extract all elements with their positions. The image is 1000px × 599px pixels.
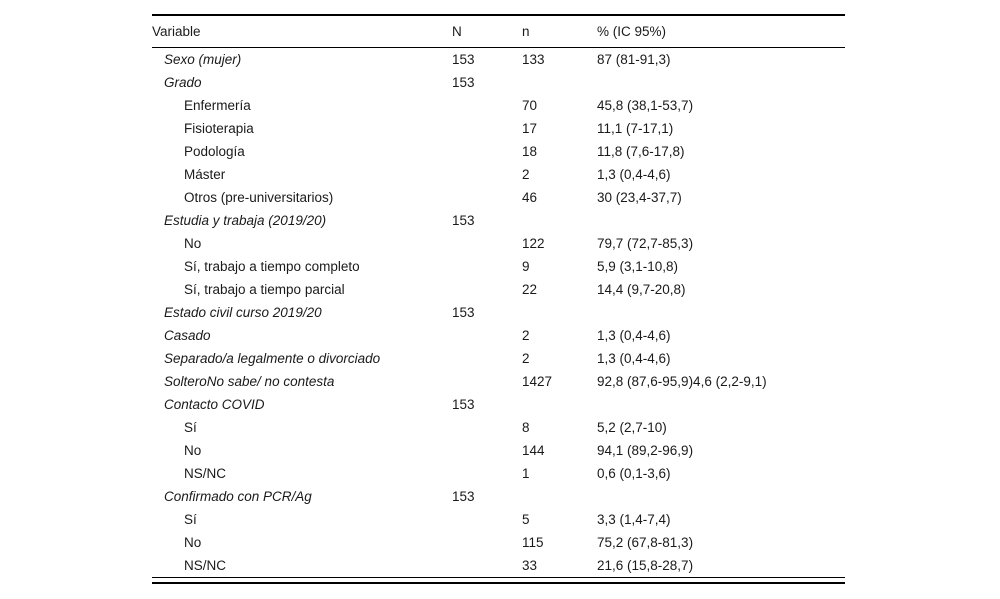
cell-variable: Otros (pre-universitarios) (184, 190, 334, 205)
cell-n (522, 393, 597, 416)
cell-variable: Contacto COVID (164, 397, 265, 412)
cell-variable: Grado (164, 75, 202, 90)
statistics-table-container (152, 14, 845, 584)
cell-variable: Sí (184, 420, 197, 435)
cell-n: 33 (522, 554, 597, 578)
cell-N (452, 416, 522, 439)
table-row (152, 324, 845, 347)
cell-variable: Sí (184, 512, 197, 527)
cell-pct: 92,8 (87,6-95,9)4,6 (2,2-9,1) (597, 374, 767, 389)
table-row (152, 531, 845, 554)
cell-n: 1427 (522, 374, 553, 389)
cell-variable: NS/NC (152, 554, 452, 578)
cell-variable: Casado (164, 328, 211, 343)
cell-pct: 1,3 (0,4-4,6) (597, 167, 671, 182)
table-row (152, 48, 845, 72)
cell-pct: 75,2 (67,8-81,3) (597, 535, 694, 550)
cell-N (452, 508, 522, 531)
cell-pct: 87 (81-91,3) (597, 52, 671, 67)
table-row (152, 370, 845, 393)
table-body (152, 48, 845, 578)
cell-pct: 1,3 (0,4-4,6) (597, 351, 671, 366)
table-row (152, 71, 845, 94)
cell-n: 122 (522, 236, 545, 251)
table-row (152, 393, 845, 416)
cell-variable: Enfermería (184, 98, 251, 113)
cell-n: 2 (522, 167, 530, 182)
table-row (152, 554, 845, 578)
table-row (152, 508, 845, 531)
cell-pct (597, 209, 845, 232)
cell-variable: Estudia y trabaja (2019/20) (164, 213, 327, 228)
cell-variable: NS/NC (184, 466, 227, 481)
cell-pct: 3,3 (1,4-7,4) (597, 512, 671, 527)
table-row (152, 140, 845, 163)
cell-pct (597, 301, 845, 324)
cell-variable: Sí, trabajo a tiempo completo (184, 259, 360, 274)
cell-N: 153 (452, 397, 475, 412)
cell-n: 17 (522, 121, 538, 136)
cell-N (452, 531, 522, 554)
cell-N (452, 140, 522, 163)
cell-N (452, 232, 522, 255)
cell-n: 5 (522, 512, 530, 527)
cell-variable: Podología (184, 144, 245, 159)
cell-variable: Estado civil curso 2019/20 (164, 305, 322, 320)
cell-n: 22 (522, 282, 538, 297)
cell-N (452, 462, 522, 485)
table-row (152, 301, 845, 324)
cell-variable: Sí, trabajo a tiempo parcial (184, 282, 345, 297)
cell-pct: 5,9 (3,1-10,8) (597, 259, 679, 274)
table-row (152, 94, 845, 117)
table-header (152, 15, 845, 48)
table-row (152, 255, 845, 278)
cell-variable: Sexo (mujer) (164, 52, 242, 67)
cell-n: 18 (522, 144, 538, 159)
cell-N (452, 554, 522, 578)
cell-N (452, 439, 522, 462)
cell-pct: 14,4 (9,7-20,8) (597, 282, 686, 297)
cell-N (452, 347, 522, 370)
cell-variable: Separado/a legalmente o divorciado (164, 351, 381, 366)
cell-n: 9 (522, 259, 530, 274)
cell-n (522, 301, 597, 324)
table-row (152, 117, 845, 140)
cell-pct (597, 71, 845, 94)
column-header-N: N (452, 15, 522, 48)
table-header-row (152, 15, 845, 48)
cell-N (452, 163, 522, 186)
cell-pct: 79,7 (72,7-85,3) (597, 236, 694, 251)
cell-pct: 0,6 (0,1-3,6) (597, 466, 671, 481)
table-row (152, 462, 845, 485)
cell-pct (597, 485, 845, 508)
table-row (152, 278, 845, 301)
cell-variable: No (184, 535, 202, 550)
cell-n (522, 485, 597, 508)
cell-variable: Máster (184, 167, 226, 182)
cell-pct: 94,1 (89,2-96,9) (597, 443, 694, 458)
cell-pct (597, 393, 845, 416)
cell-N: 153 (452, 489, 475, 504)
cell-variable: Confirmado con PCR/Ag (164, 489, 312, 504)
statistics-table (152, 14, 845, 578)
cell-n: 8 (522, 420, 530, 435)
table-row (152, 163, 845, 186)
cell-n: 144 (522, 443, 545, 458)
table-row (152, 347, 845, 370)
cell-variable: No (184, 236, 202, 251)
cell-n: 46 (522, 190, 538, 205)
cell-n: 1 (522, 466, 530, 481)
cell-n: 115 (522, 535, 544, 550)
cell-n: 133 (522, 52, 545, 67)
cell-N (452, 117, 522, 140)
table-row (152, 209, 845, 232)
table-row (152, 439, 845, 462)
cell-N: 153 (452, 305, 475, 320)
cell-N: 153 (452, 52, 475, 67)
table-row (152, 186, 845, 209)
column-header-pct-ic95: % (IC 95%) (597, 15, 845, 48)
cell-n: 2 (522, 328, 530, 343)
cell-variable: SolteroNo sabe/ no contesta (164, 374, 335, 389)
cell-pct: 45,8 (38,1-53,7) (597, 98, 694, 113)
table-bottom-rule (152, 582, 845, 584)
cell-variable: Fisioterapia (184, 121, 254, 136)
cell-n: 2 (522, 351, 530, 366)
cell-N: 153 (452, 75, 475, 90)
cell-N: 153 (452, 213, 475, 228)
cell-pct: 30 (23,4-37,7) (597, 190, 682, 205)
cell-N (452, 324, 522, 347)
cell-pct: 11,1 (7-17,1) (597, 121, 674, 136)
column-header-variable: Variable (152, 15, 452, 48)
cell-n (522, 209, 597, 232)
cell-variable: No (184, 443, 202, 458)
cell-N (452, 94, 522, 117)
cell-N (452, 186, 522, 209)
cell-pct: 21,6 (15,8-28,7) (597, 554, 845, 578)
cell-N (452, 278, 522, 301)
table-row (152, 416, 845, 439)
cell-pct: 5,2 (2,7-10) (597, 420, 667, 435)
table-row (152, 485, 845, 508)
cell-N (452, 255, 522, 278)
cell-pct: 1,3 (0,4-4,6) (597, 328, 671, 343)
column-header-n: n (522, 15, 597, 48)
cell-n: 70 (522, 98, 538, 113)
cell-n (522, 71, 597, 94)
cell-pct: 11,8 (7,6-17,8) (597, 144, 685, 159)
cell-N (452, 370, 522, 393)
table-row (152, 232, 845, 255)
